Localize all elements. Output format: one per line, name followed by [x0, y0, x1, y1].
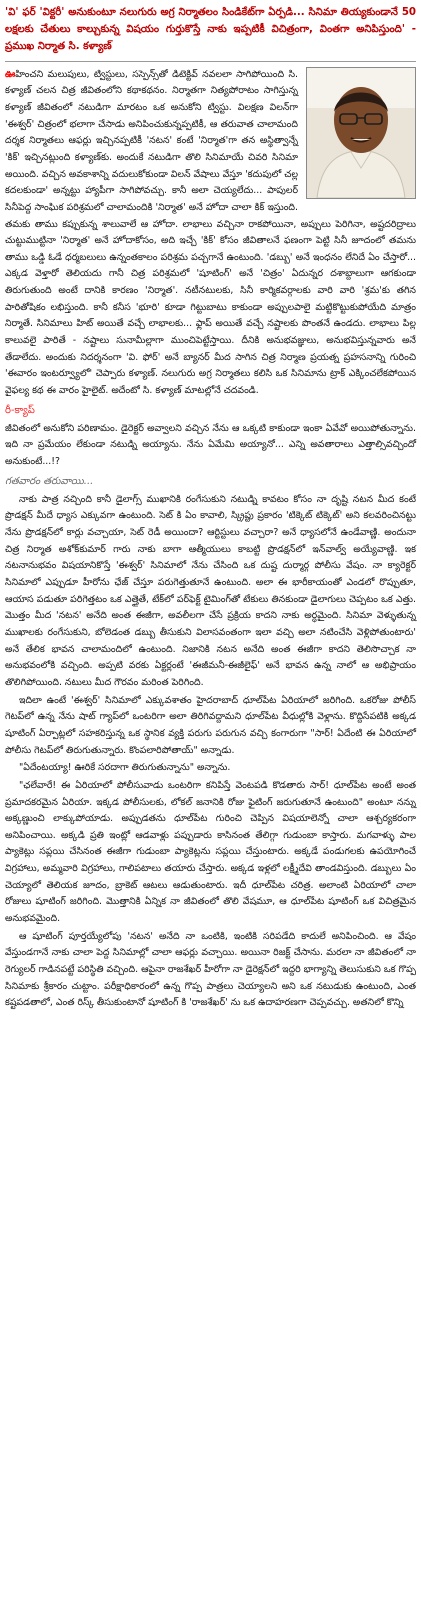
article-headline: 'వి' ఫర్ 'విక్టరీ' అనుకుంటూ నలుగురు అగ్ర నిర్మాతలం సిండికేట్‌గా ఏర్పడి... సినిమా తియ్యకుండానే 50 లక్షలకు చేతులు కాల్చుకున్న విషయం గుర్తుకొస్తే నాకు ఇప్పటికీ విచిత్రంగా, వింతగా అనిపిస్తుంది' - ప్రముఖ నిర్మాత సి. కళ్యాణ్	[5, 7, 416, 53]
recap-label: రీ-క్యాప్	[5, 404, 35, 416]
body-paragraph	[5, 929, 416, 1012]
body-paragraph	[5, 693, 416, 760]
body-paragraph	[5, 492, 416, 692]
recap-paragraph: జీవితంలో అనుకోని పరిణామం. డైరెక్టర్ అవ్వాలని వచ్చిన నేను ఆ ఒక్కటి కాకుండా ఇంకా ఏవేవో అయిపోతున్నాను. ఇది నా ప్రమేయం లేకుండా నటుడ్ని అయ్యాను. నేను ఏమేమి అయ్యానో... ఎన్ని అవతారాలు ఎత్తాల్సివచ్చిందో అనుకుంటే...!?	[5, 422, 416, 468]
intro-text: హించని మలుపులు, ట్విస్టులు, సస్పెన్స్‌తో డిటెక్టివ్ నవలలా సాగిపోయింది సి. కళ్యాణ్ చలన చిత్ర జీవితంలోని కథాకథనం. నిర్మాతగా నిత్యపోరాటం సాగిస్తున్న కళ్యాణ్ జీవితంలో నటుడిగా మారటం ఒక అనుకోని ట్విస్టు. విలక్షణ విలన్‌గా 'ఈశ్వర్' చిత్రంలో భలాగా చేసాడు అనిపించుకున్నప్పటికీ, ఆ తరువాత చాలామంది దర్శక నిర్మాతలు ఆఫర్లు ఇచ్చినప్పటికీ 'నటన' కంటే 'నిర్మాత'గా తన అస్థిత్వాన్నే 'కిక్' ఇచ్చినట్లుంది కళ్యాణ్‌కు. అందుకే నటుడిగా తొలి సినిమాయే చివరి సినిమా అయింది. వచ్చిన అవకాశాన్ని వదులుకోకుండా విలన్ వేషాలు వేస్తూ 'కదుపులో చల్ల కదలకుండా' అన్నట్టు హ్యాపీగా సాగిపోవచ్చు. కానీ అలా చెయ్యలేదు... పాపులర్ సినీపెద్ద సాంఘిక పరిశ్రమలో చాలామందికి 'నిర్మాత' అనే హోదా చాలా కిక్ ఇస్తుంది. తమకు తాము కప్పుకున్న శాలువాలే ఆ హోదా. లాభాలు వచ్చినా రాకపోయినా, అప్పులు పెరిగినా, అష్టదరిద్రాలు చుట్టుముట్టినా 'నిర్మాత' అనే హోదాకోసం, అది ఇచ్చే 'కిక్' కోసం జీవితాలనే ఫణంగా పెట్టి సినీ జూదంలో తమను తాము ఒడ్డి ఓడే ధర్మబలులు ఉన్నంతకాలం పరిశ్రమ పచ్చగానే ఉంటుంది. 'డబ్బు' అనే ఇంధనం లేనిదే ఏం చేస్తారో... ఎక్కడ వెళ్తారో తెలియదు గానీ చిత్ర పరిశ్రమలో 'షూటింగ్' అనే 'చిత్రం' ఏదున్నర దశాబ్దాలుగా ఆగకుండా తిరుగుతుంది అంటే దానికి కారణం 'నిర్మాత'. నటీనటులకు, సినీ కార్మికవర్గాలకు వారి వారి 'శ్రమ'కు తగిన పారితోషికం లభిస్తుంది. కానీ కనీస 'భూరి' కూడా గిట్టుబాటు కాకుండా అప్పులపాలై మట్టికొట్టుకుపోయేది మాత్రం నిర్మాతే. సినిమాలు హిట్ అయితే వచ్చే లాభాలకు... ఫ్లాప్ అయితే వచ్చే నష్టాలకు పొంతనే ఉండదు. లాభాలు పిల్ల కాలువలై పారితే - నష్టాలు సునామీల్లాగా ముంచిపెట్టేస్తాయి. దీనికి అనుభవజ్ఞులు, అనుభవిస్తున్నవారు అనే తేడాలేదు. అందుకు నిదర్శనంగా 'వి. ఫోర్' అనే బ్యానర్ మీద సాగిన చిత్ర నిర్మాణ ప్రయత్న ప్రహసనాన్ని గురించి 'ఈవారం ఇంటర్వ్యూలో' చెప్పారు కళ్యాణ్. నలుగురు అగ్ర నిర్మాతలు కలిసి ఒక సినిమాను ట్రాక్ ఎక్కించలేకపోయిన వైఫల్య కథ ఈ వారం హైలైట్. అదేంటో సి. కళ్యాణ్ మాటల్లోనే చదవండి.	[5, 68, 416, 397]
body-paragraph-text: "ఛలేవారే! ఈ ఏరియాలో పోలీసువాడు ఒంటరిగా కనిపిస్తే వెంటపడి కొడతారు సార్! ధూల్‌పేట అంటే అంత ప్రమాదకరమైన ఏరియా. ఇక్కడ పోలీసులకు, లోకల్ జనానికి రోజు ఫైటింగ్ జరుగుతూనే ఉంటుంది" అంటూ నన్ను అక్కణ్ణుంచి లాక్కుపోయాడు. అప్పుడతను ధూల్‌పేట గురించి చెప్పిన విషయాలెన్నో చాలా ఆశ్చర్యకరంగా అనిపించాయి. అక్కడి ప్రతి ఇంట్లో ఆడవాళ్లు పప్పుడారు కాసినంత తేలిగ్గా గుడుంబా కాస్తారు. మగవాళ్ళు పాల ప్యాకెట్లు సప్లయి చేసినంత ఈజీగా గుడుంబా ప్యాకెట్లను సప్లయి చేస్తుంటారు. అక్కడే పండుగలకు ఉపయోగించే విగ్రహాలు, అమ్మవారి విగ్రహాలు, గాలిపటాలు తయారు చేస్తారు. అక్కడ ఇళ్లలో లక్ష్మీదేవి తాండవిస్తుంది. డబ్బులు ఏం చెయ్యాలో తెలియక జూదం, బ్రాకెట్ ఆటలు ఆడుతుంటారు. ఇదీ ధూల్‌పేట చరిత్ర. అలాంటి ఏరియాలో చాలా రోజులు షూటింగ్ జరిగింది. మొత్తానికి ఏన్నిక నా జీవితంలో తొలి వేషమూ, ఆ ధూల్‌పేట షూటింగ్ ఒక విచిత్రమైన అనుభవమైంది.	[5, 779, 416, 925]
body-paragraph	[5, 760, 416, 777]
headline-divider	[5, 61, 416, 62]
body-paragraph-text: ఇదిలా ఉంటే 'ఈశ్వర్' సినిమాలో ఎక్కువశాతం హైదరాబాద్ ధూల్‌పేట ఏరియాలో జరిగింది. ఒకరోజు పోలీస్ గెటప్‌లో ఉన్న నేను షాట్ గ్యాప్‌లో ఒంటరిగా అలా తిరిగివద్దామని ధూల్‌పేట వీధుల్లోకి వెళ్లాను. కొద్దిసేపటికి అక్కడ షూటింగ్ ఏర్పాట్లలో సహకరిస్తున్న ఒక స్థానిక వ్యక్తి పరుగు పరుగున వచ్చి కంగారుగా "సార్! ఏదేంటి ఈ ఏరియాలో పోలీసు గెటప్‌లో తిరుగుతున్నారు. కొంపలారిపోతాయ్" అన్నాడు.	[5, 694, 416, 756]
body-paragraph	[5, 778, 416, 928]
body-paragraph-text: నాకు పాత్ర నచ్చింది కానీ డైలాగ్స్ ముఖానికి రంగేసుకుని నటుడ్ని కావటం కోసం నా దృష్టి నటన మీద కంటే ప్రొడక్షన్ మీదే ధ్యాస ఎక్కువగా ఉంటుంది. సెట్ కి ఏం కావాలి, స్క్రిప్టు ప్రకారం 'టిక్కెట్ టిక్కెట్' అని కలవరించినట్టు నేను ప్రొడక్షన్‌లో కార్లు వచ్చాయా, సెట్ రెడీ అయిందా? ఆర్టిస్టులు వచ్చారా? అనే ధ్యాసలోనే ఉండేవాణ్ణి. అందునా చిత్ర నిర్మాత అశోక్‌కుమార్ గారు నాకు బాగా ఆత్మీయులు కాబట్టి ప్రొడక్షన్‌లో ఇన్‌వాల్వ్ అయ్యేవాణ్ణి. ఇక నటనానుభవం విషయానికొస్తే 'ఈశ్వర్' సినిమాలో నేను చేసింది ఒక దుష్ట దుర్మార్గ పోలీసు వేషం. నా క్యారెక్టర్ సినిమాలో ఎప్పుడూ హీరోను ఛేజ్ చేస్తూ పరుగెత్తుతూనే ఉంటుంది. అలా ఈ భారీకాయంతో ఎండలో రొప్పుతూ, ఆయాస పడుతూ పరిగెత్తటం ఒక ఎత్తైతే, టేక్‌లో పర్‌ఫెక్ట్ టైమింగ్‌తో టేకులు తినకుండా డైలాగులు చెప్పటం ఒక ఎత్తు. మొత్తం మీద 'నటన' అనేది అంత ఈజీగా, అవలీలగా చేసే ప్రక్రియ కాదని నాకు అర్ధమైంది. సినిమా వెళ్ళుతున్న ముఖాలకు రంగేసుకుని, బోలెడంత డబ్బు తీసుకుని విలాసవంతంగా ఇలా వచ్చి అలా నటించేసి వెళ్లిపోతుంటారు' అనే తేలిక భావన చాలామందిలో ఉంటుంది. నిజానికి నటన అనేది అంత ఈజీగా కాదని తెలిసొచ్చాక నా అనుభవంలోకి వచ్చింది. అప్పటి వరకు ఏక్టర్లంటే 'ఈజీమనీ-ఈజీలైఫ్' అనే భావన ఉన్న నాలో ఆ అభిప్రాయం తొలిగిపోయింది. నటులు మీద గౌరవం మరింత పెరిగింది.	[5, 493, 416, 688]
intro-dropcap: ఊ	[5, 68, 16, 80]
body-paragraph-text: ఆ షూటింగ్ పూర్తయ్యేలోపు 'నటన' అనేది నా ఒంటికి, ఇంటికి సరిపడేది కాదులే అనిపించింది. ఆ వేషం వేస్తుండగానే నాకు చాలా పెద్ద సినిమాల్లో చాలా ఆఫర్లు వచ్చాయి. అయినా రిజక్ట్ చేసాను. మరలా నా జీవితంలో నా రెగ్యులర్ గాడినపట్టే పరిస్థితి వచ్చింది. ఆపైనా రాజశేఖర్ హీరోగా నా డైరెక్షన్‌లో ఇద్దరి భాగ్యాన్ని తెలుసుకుని ఒక గొప్ప సినిమాకు శ్రీకారం చుట్టాం. పరీక్షాధికారంలో ఉన్న గొప్ప పాత్రలు చెయ్యాలని అని ఒక నటుడుకు ఉంటుంది, ఎంత కష్టపడతాలో, ఎంత రిస్క్ తీసుకుంటానో షూటింగ్ కి 'రాజశేఖర్' ను ఒక ఉదాహరణగా చెప్పవచ్చు. అతనిలో కొన్ని	[5, 930, 416, 1009]
producer-portrait	[306, 67, 416, 199]
portrait-image	[307, 68, 415, 198]
body-paragraph-text: "ఏదేంటయ్యా! ఊరికే సరదాగా తిరుగుతున్నాను" అన్నాను.	[19, 762, 231, 774]
continued-label: గతవారం తరువాయి...	[5, 475, 94, 487]
